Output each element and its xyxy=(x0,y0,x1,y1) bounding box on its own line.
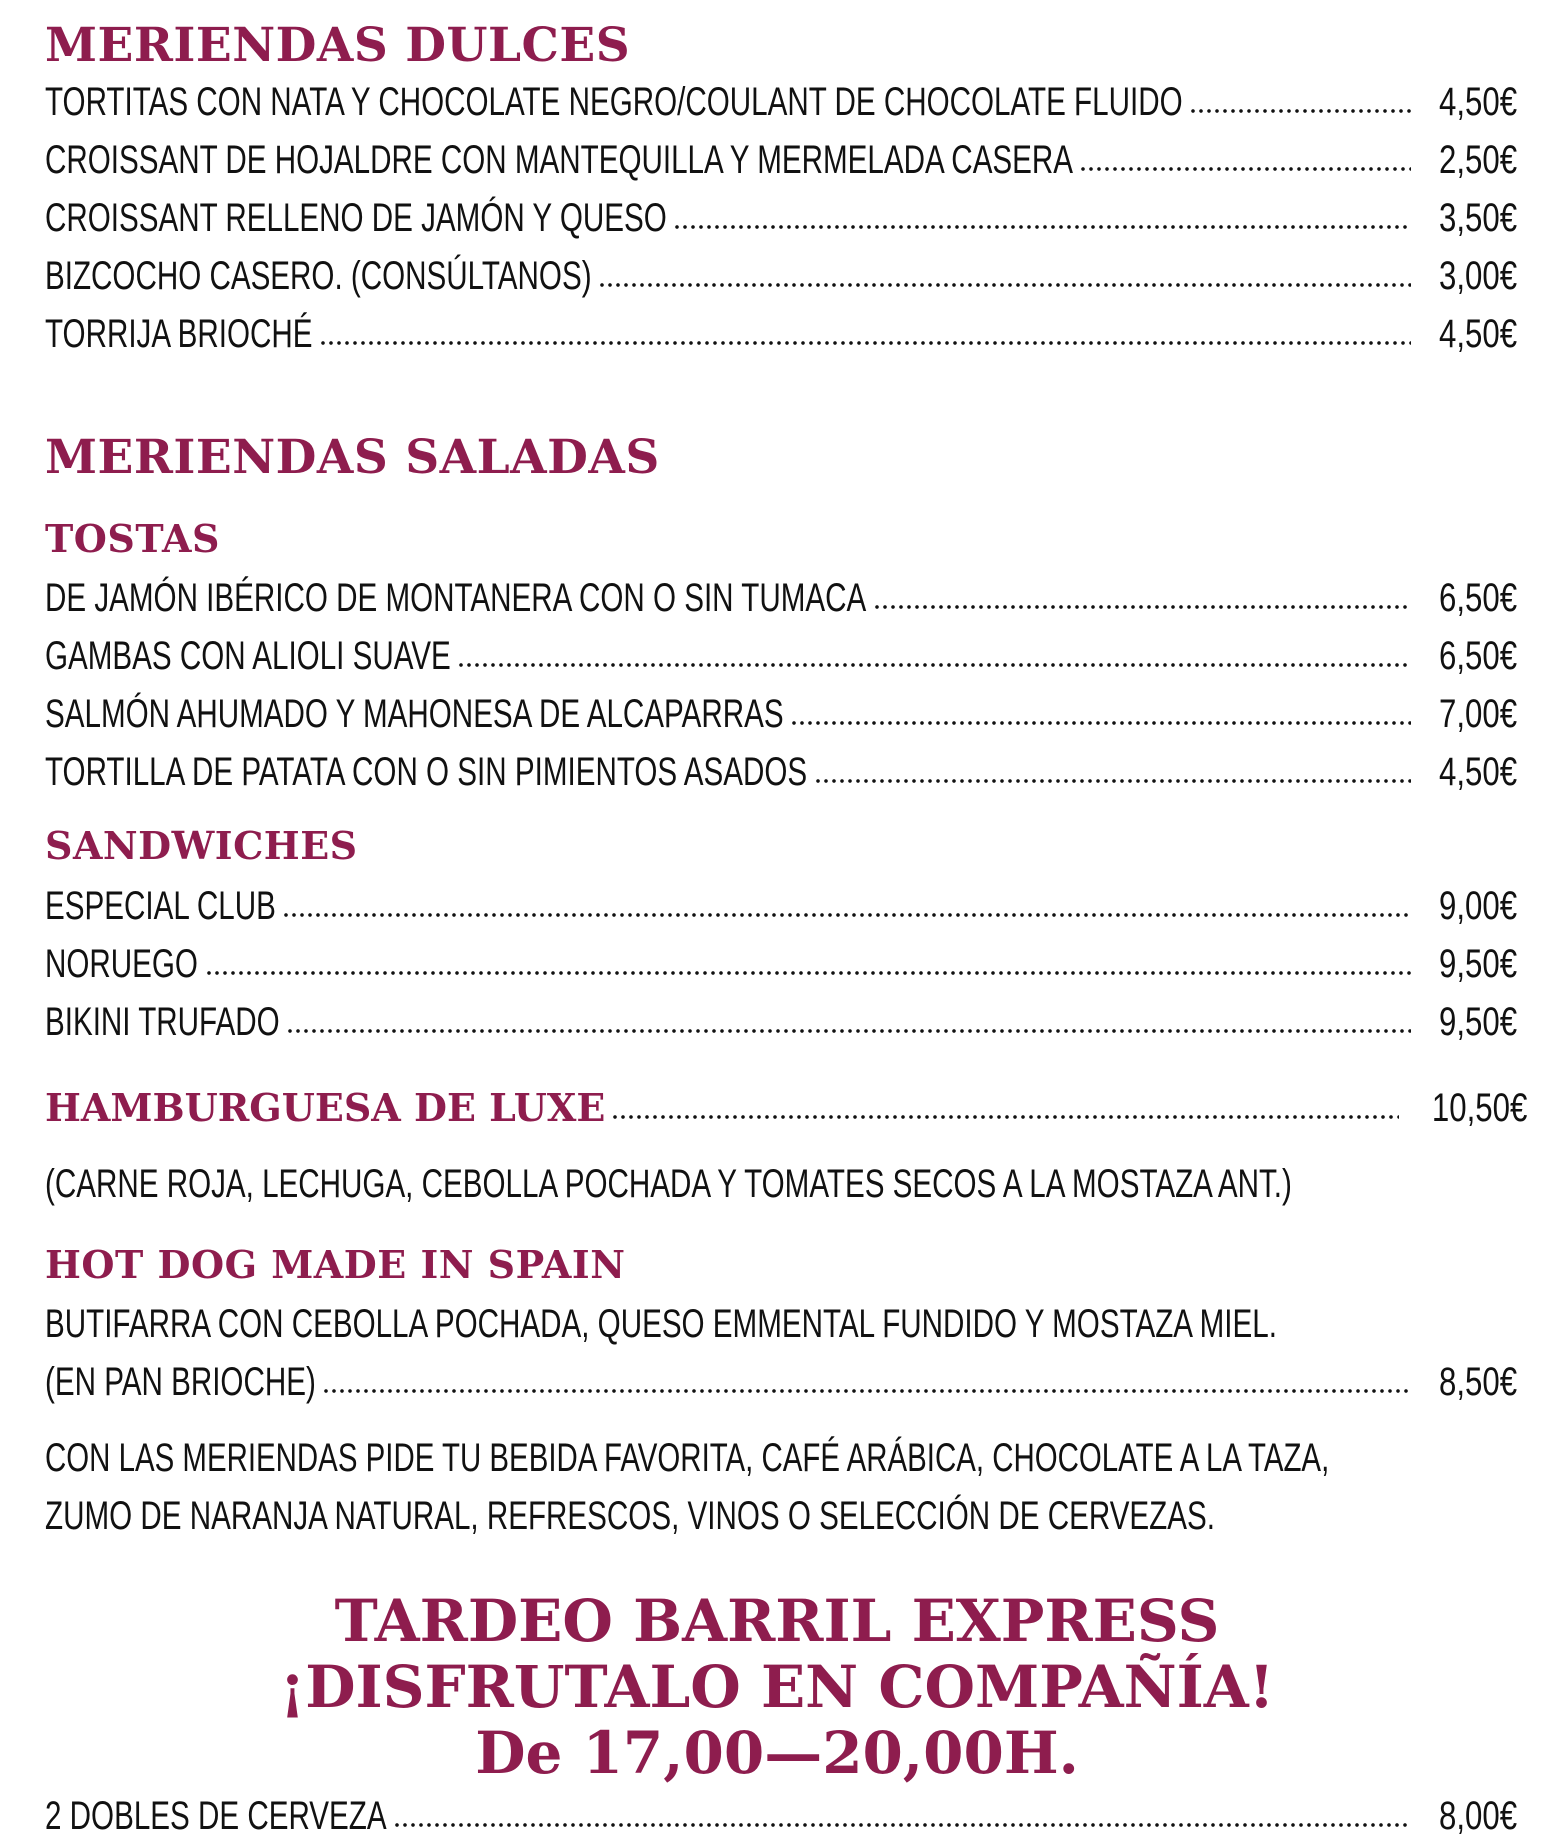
promo-hours: De 17,00—20,00H. xyxy=(475,1719,1079,1787)
menu-item xyxy=(45,250,1518,302)
note-text: ZUMO DE NARANJA NATURAL, REFRESCOS, VINOS O SELECCIÓN DE CERVEZAS. xyxy=(45,1494,1215,1538)
menu-item-name: NORUEGO xyxy=(45,942,198,986)
menu-item-price: 7,00€ xyxy=(1439,692,1518,736)
dot-leader xyxy=(457,660,1411,670)
menu-item xyxy=(45,996,1518,1048)
menu-item-name: GAMBAS CON ALIOLI SUAVE xyxy=(45,634,451,678)
dot-leader xyxy=(1189,106,1411,116)
dot-leader xyxy=(319,338,1411,348)
menu-item xyxy=(45,1790,1518,1842)
hamburguesa-description xyxy=(45,1158,1554,1210)
menu-item-name: DE JAMÓN IBÉRICO DE MONTANERA CON O SIN TUMACA xyxy=(45,576,867,620)
menu-item-name: TORTITAS CON NATA Y CHOCOLATE NEGRO/COULANT DE CHOCOLATE FLUIDO xyxy=(45,80,1183,124)
menu-item-name: 2 DOBLES DE CERVEZA xyxy=(45,1794,387,1838)
menu-item xyxy=(45,192,1518,244)
dot-leader xyxy=(873,602,1411,612)
menu-item-price: 4,50€ xyxy=(1439,80,1518,124)
menu-item xyxy=(45,308,1518,360)
section-title-meriendas-saladas: MERIENDAS SALADAS xyxy=(45,430,660,485)
menu-item-price: 8,50€ xyxy=(1439,1360,1518,1404)
dot-leader xyxy=(393,1820,1411,1830)
dot-leader xyxy=(673,222,1411,232)
menu-item-price: 4,50€ xyxy=(1439,750,1518,794)
menu-item-name: TORRIJA BRIOCHÉ xyxy=(45,312,313,356)
section-title-meriendas-dulces: MERIENDAS DULCES xyxy=(45,18,631,73)
menu-item-price: 9,50€ xyxy=(1439,942,1518,986)
menu-item xyxy=(45,134,1518,186)
dot-leader xyxy=(814,776,1411,786)
menu-item-name: BIZCOCHO CASERO. (CONSÚLTANOS) xyxy=(45,254,592,298)
menu-item xyxy=(45,76,1518,128)
menu-item-price: 9,50€ xyxy=(1439,1000,1518,1044)
subsection-title-sandwiches: SANDWICHES xyxy=(45,823,358,868)
menu-item-name: HAMBURGUESA DE LUXE xyxy=(45,1085,606,1130)
menu-item-price: 3,50€ xyxy=(1439,196,1518,240)
menu-item-name: TORTILLA DE PATATA CON O SIN PIMIENTOS ASADOS xyxy=(45,750,808,794)
description-text: BUTIFARRA CON CEBOLLA POCHADA, QUESO EMMENTAL FUNDIDO Y MOSTAZA MIEL. xyxy=(45,1302,1277,1346)
menu-page xyxy=(45,0,1528,1838)
drinks-note-line-2 xyxy=(45,1490,1554,1542)
menu-item-price: 6,50€ xyxy=(1439,576,1518,620)
menu-item xyxy=(45,630,1518,682)
menu-item-price: 10,50€ xyxy=(1431,1086,1528,1130)
menu-item-price: 8,00€ xyxy=(1439,1794,1518,1838)
dot-leader xyxy=(790,718,1411,728)
dot-leader xyxy=(611,1112,1399,1122)
menu-item xyxy=(45,938,1518,990)
subsection-title-tostas: TOSTAS xyxy=(45,516,220,561)
menu-item-price: 2,50€ xyxy=(1439,138,1518,182)
menu-item-name: SALMÓN AHUMADO Y MAHONESA DE ALCAPARRAS xyxy=(45,692,784,736)
description-text: (CARNE ROJA, LECHUGA, CEBOLLA POCHADA Y TOMATES SECOS A LA MOSTAZA ANT.) xyxy=(45,1162,1292,1206)
menu-item xyxy=(45,880,1518,932)
menu-item-hamburguesa xyxy=(45,1082,1528,1134)
menu-item xyxy=(45,688,1518,740)
menu-item-price: 4,50€ xyxy=(1439,312,1518,356)
dot-leader xyxy=(282,910,1411,920)
menu-item-name: (EN PAN BRIOCHE) xyxy=(45,1360,316,1404)
drinks-note-line-1 xyxy=(45,1432,1554,1484)
dot-leader xyxy=(322,1386,1411,1396)
menu-item-name: CROISSANT DE HOJALDRE CON MANTEQUILLA Y MERMELADA CASERA xyxy=(45,138,1074,182)
menu-item-name: BIKINI TRUFADO xyxy=(45,1000,280,1044)
menu-item-price: 9,00€ xyxy=(1439,884,1518,928)
subsection-title-hot-dog: HOT DOG MADE IN SPAIN xyxy=(45,1242,626,1287)
menu-item-name: ESPECIAL CLUB xyxy=(45,884,276,928)
dot-leader xyxy=(205,968,1411,978)
menu-item xyxy=(45,1356,1518,1408)
dot-leader xyxy=(598,280,1411,290)
menu-item-name: CROISSANT RELLENO DE JAMÓN Y QUESO xyxy=(45,196,667,240)
menu-item xyxy=(45,746,1518,798)
menu-item-price: 6,50€ xyxy=(1439,634,1518,678)
menu-item-price: 3,00€ xyxy=(1439,254,1518,298)
note-text: CON LAS MERIENDAS PIDE TU BEBIDA FAVORITA, CAFÉ ARÁBICA, CHOCOLATE A LA TAZA, xyxy=(45,1436,1330,1480)
promo-subtitle: ¡DISFRUTALO EN COMPAÑÍA! xyxy=(279,1653,1275,1721)
dot-leader xyxy=(1079,164,1411,174)
dot-leader xyxy=(286,1026,1411,1036)
menu-item xyxy=(45,572,1518,624)
promo-title: TARDEO BARRIL EXPRESS xyxy=(334,1587,1220,1655)
hotdog-description xyxy=(45,1298,1554,1350)
